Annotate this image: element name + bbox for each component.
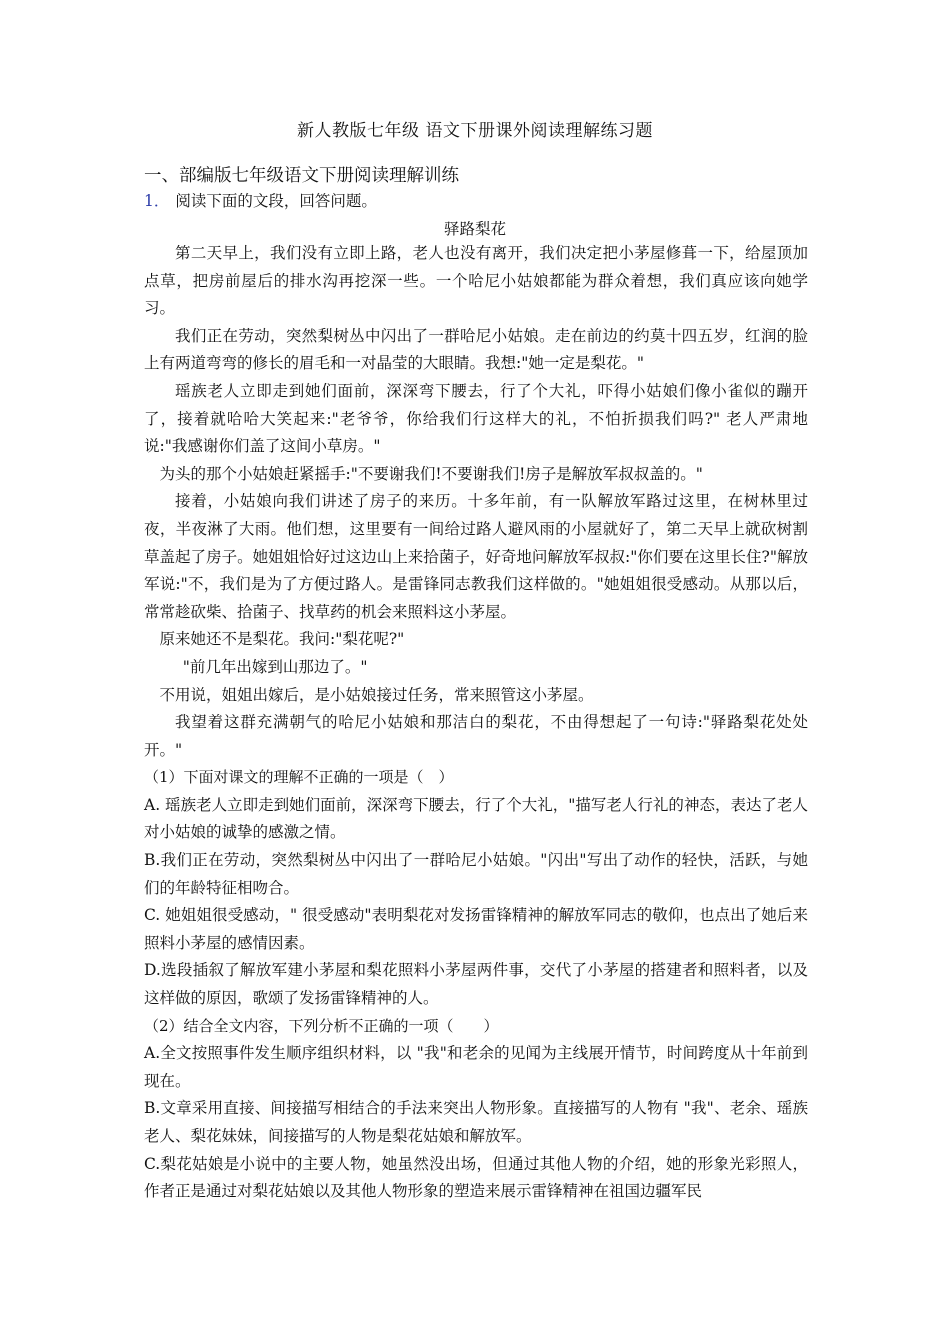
answer-option: C.梨花姑娘是小说中的主要人物，她虽然没出场，但通过其他人物的介绍，她的形象光彩照人，作者正是通过对梨花姑娘以及其他人物形象的塑造来展示雷锋精神在祖国边疆军民	[144, 1154, 808, 1201]
answer-option: B.文章采用直接、间接描写相结合的手法来突出人物形象。直接描写的人物有 "我"、老余、瑶族老人、梨花妹妹，间接描写的人物是梨花姑娘和解放军。	[144, 1099, 808, 1145]
answer-option: A. 瑶族老人立即走到她们面前，深深弯下腰去，行了个大礼，"描写老人行礼的神态，表达了老人对小姑娘的诚挚的感激之情。	[144, 795, 808, 842]
paragraph: 为头的那个小姑娘赶紧摇手:"不要谢我们!不要谢我们!房子是解放军叔叔盖的。"	[159, 464, 703, 483]
sub-question-stem: （1）下面对课文的理解不正确的一项是（ ）	[144, 768, 454, 787]
question-instruction: 阅读下面的文段，回答问题。	[175, 192, 377, 210]
question-header	[144, 189, 377, 211]
paragraph: 第二天早上，我们没有立即上路，老人也没有离开，我们决定把小茅屋修葺一下，给屋顶加点草，把房前屋后的排水沟再挖深一些。一个哈尼小姑娘都能为群众着想，我们真应该向她学习。	[144, 244, 808, 318]
section-title: 一、部编版七年级语文下册阅读理解训练	[144, 166, 459, 186]
sub-question-stem: （2）结合全文内容，下列分析不正确的一项（ ）	[144, 1016, 499, 1035]
paragraph: 原来她还不是梨花。我问:"梨花呢?"	[159, 630, 405, 649]
question-number: 1．	[144, 192, 170, 210]
paragraph: 我望着这群充满朝气的哈尼小姑娘和那洁白的梨花，不由得想起了一句诗:"驿路梨花处处开。"	[144, 713, 808, 759]
paragraph: 瑶族老人立即走到她们面前，深深弯下腰去，行了个大礼，吓得小姑娘们像小雀似的蹦开了，接着就哈哈大笑起来:"老爷爷，你给我们行这样大的礼，不怕折损我们吗?" 老人严肃地说:"我感谢你们盖了这间小草房。"	[144, 381, 808, 456]
passage-body	[144, 240, 808, 1206]
answer-option: B.我们正在劳动，突然梨树丛中闪出了一群哈尼小姑娘。"闪出"写出了动作的轻快，活跃，与她们的年龄特征相吻合。	[144, 851, 808, 897]
document-title: 新人教版七年级 语文下册课外阅读理解练习题	[297, 121, 653, 141]
paragraph: 不用说，姐姐出嫁后，是小姑娘接过任务，常来照管这小茅屋。	[159, 685, 594, 704]
paragraph: 我们正在劳动，突然梨树丛中闪出了一群哈尼小姑娘。走在前边的约莫十四五岁，红润的脸上有两道弯弯的修长的眉毛和一对晶莹的大眼睛。我想:"她一定是梨花。"	[144, 326, 808, 373]
answer-option: C. 她姐姐很受感动，" 很受感动"表明梨花对发扬雷锋精神的解放军同志的敬仰，也点出了她后来照料小茅屋的感情因素。	[144, 906, 808, 952]
answer-option: A.全文按照事件发生顺序组织材料，以 "我"和老余的见闻为主线展开情节，时间跨度从十年前到现在。	[144, 1044, 808, 1090]
paragraph: 接着，小姑娘向我们讲述了房子的来历。十多年前，有一队解放军路过这里，在树林里过夜，半夜淋了大雨。他们想，这里要有一间给过路人避风雨的小屋就好了，第二天早上就砍树割草盖起了房子。她姐姐恰好过这边山上来拾菌子，好奇地问解放军叔叔:"你们要在这里长住?"解放军说:"不，我们是为了方便过路人。是雷锋同志教我们这样做的。"她姐姐很受感动。从那以后，常常趁砍柴、拾菌子、找草药的机会来照料这小茅屋。	[144, 492, 808, 621]
paragraph: "前几年出嫁到山那边了。"	[182, 657, 368, 676]
answer-option: D.选段插叙了解放军建小茅屋和梨花照料小茅屋两件事，交代了小茅屋的搭建者和照料者，以及这样做的原因，歌颂了发扬雷锋精神的人。	[144, 961, 808, 1008]
passage-title: 驿路梨花	[443, 220, 506, 238]
